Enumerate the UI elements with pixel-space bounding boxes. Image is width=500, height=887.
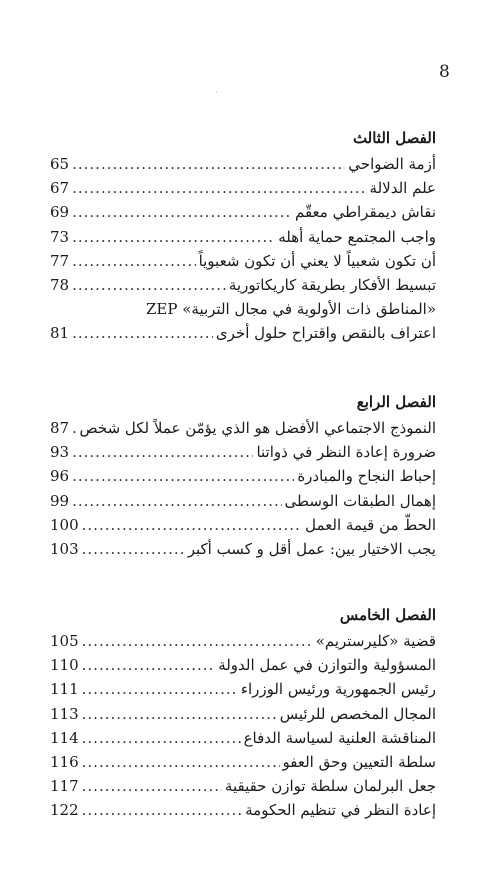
leader-dots [82,774,222,798]
toc-entry[interactable] [50,798,436,822]
toc-entry[interactable] [50,416,436,440]
leader-dots [72,321,213,345]
leader-dots [82,726,241,750]
entry-title: إحباط النجاح والمبادرة [297,467,436,486]
chapter-5 [50,603,436,823]
toc-entry[interactable] [50,176,436,200]
entry-title: إعادة النظر في تنظيم الحكومة [245,801,436,820]
entry-title: المجال المخصص للرئيس [279,704,436,723]
entry-page: 69 [50,203,70,222]
toc-entry[interactable] [50,297,436,321]
entry-title: قضية «كليرستريم» [315,632,436,650]
toc-entry[interactable] [50,726,436,750]
leader-dots [82,798,242,822]
toc-entry[interactable] [50,629,436,653]
toc-entry[interactable] [50,653,436,677]
entry-page: 105 [50,632,79,650]
entry-title: تبسيط الأفكار بطريقة كاريكاتورية [228,275,436,294]
leader-dots [82,677,238,701]
entry-page: 100 [50,515,79,534]
entry-title: أن تكون شعبياً لا يعني أن تكون شعبوياً [198,251,436,270]
entry-title: النموذج الاجتماعي الأفضل هو الذي يؤمّن عملاً لكل شخص [79,419,436,437]
leader-dots [72,489,281,513]
entry-title: اعتراف بالنقص واقتراح حلول أخرى [215,324,436,343]
leader-dots [72,464,294,488]
entry-page: 99 [50,491,70,510]
entry-title: جعل البرلمان سلطة توازن حقيقية [224,777,436,796]
entry-page: 77 [50,251,70,270]
toc-entry[interactable] [50,489,436,513]
leader-dots [82,702,277,726]
entry-title: أزمة الضواحي [348,155,436,173]
entry-page: 114 [50,728,79,747]
leader-dots [72,225,275,249]
toc-entry[interactable] [50,249,436,273]
chapter-3 [50,126,436,346]
toc-entry[interactable] [50,513,436,537]
chapter-heading: الفصل الثالث [352,129,436,147]
toc-entry[interactable] [50,750,436,774]
entry-title: المناقشة العلنية لسياسة الدفاع [243,728,436,747]
entry-page: 103 [50,539,79,558]
toc-entry[interactable] [50,677,436,701]
chapter-heading: الفصل الرابع [356,393,436,411]
entry-page: 87 [50,419,70,437]
entry-page: 113 [50,704,79,723]
toc-entry[interactable] [50,774,436,798]
leader-dots [72,273,226,297]
entry-page: 111 [50,680,79,699]
leader-dots [82,629,313,653]
entry-title: إهمال الطبقات الوسطى [284,491,436,510]
toc-entry[interactable] [50,273,436,297]
page-number: 8 [439,62,450,82]
leader-dots [72,416,76,440]
entry-page: 73 [50,227,70,246]
entry-page: 65 [50,155,70,173]
entry-page: 96 [50,467,70,486]
entry-title: يجب الاختيار بين: عمل أقل و كسب أكبر [187,539,436,558]
entry-title: ضرورة إعادة النظر في ذواتنا [256,443,436,462]
entry-page: 78 [50,275,70,294]
leader-dots [72,440,253,464]
toc-entry[interactable] [50,321,436,345]
leader-dots [72,200,292,224]
entry-page: 122 [50,801,79,820]
entry-title: علم الدلالة [369,179,436,198]
entry-page: 117 [50,777,79,796]
toc-entry[interactable] [50,152,436,176]
entry-page: 116 [50,752,79,771]
leader-dots [82,537,185,561]
toc-entry[interactable] [50,464,436,488]
leader-dots [72,176,366,200]
entry-title: «المناطق ذات الأولوية في مجال التربية» ZEP [146,300,436,319]
toc-entry[interactable] [50,440,436,464]
leader-dots [72,249,195,273]
entry-page: 110 [50,656,79,675]
toc-entry[interactable] [50,200,436,224]
leader-dots [82,653,216,677]
entry-title: رئيس الجمهورية ورئيس الوزراء [240,680,436,699]
chapter-heading: الفصل الخامس [339,606,436,624]
chapter-4 [50,390,436,561]
toc-entry[interactable] [50,537,436,561]
entry-page: 81 [50,324,70,343]
leader-dots [82,750,280,774]
entry-page: 67 [50,179,70,198]
entry-title: نقاش ديمقراطي معقّم [294,203,436,222]
toc-entry[interactable] [50,702,436,726]
entry-title: سلطة التعيين وحق العفو [282,752,436,771]
entry-page: 93 [50,443,70,462]
printer-mark: · [215,88,218,97]
toc-entry[interactable] [50,225,436,249]
entry-title: واجب المجتمع حماية أهله [278,227,436,246]
entry-title: المسؤولية والتوازن في عمل الدولة [218,656,436,675]
leader-dots [82,513,303,537]
leader-dots [72,152,345,176]
entry-title: الحطّ من قيمة العمل [305,515,436,534]
